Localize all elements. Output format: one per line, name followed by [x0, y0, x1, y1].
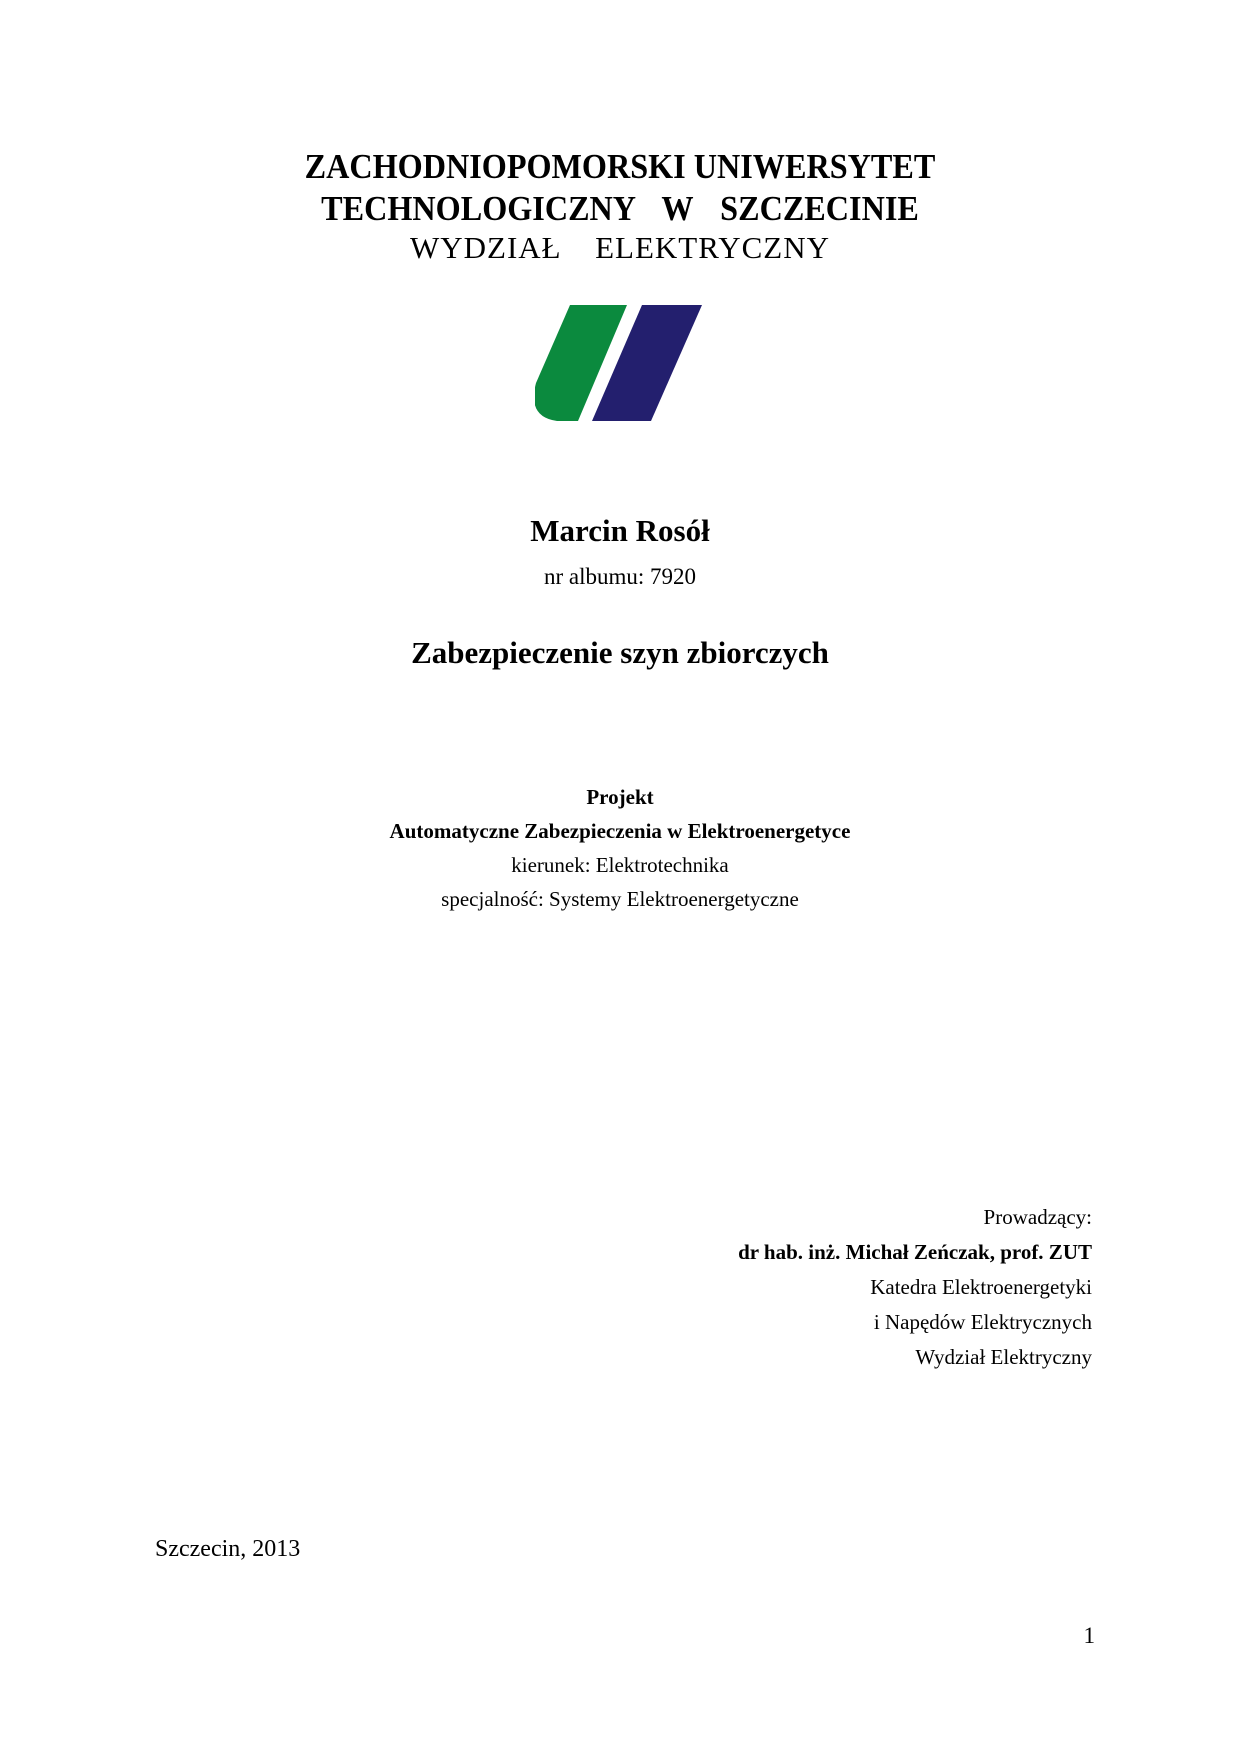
document-title: Zabezpieczenie szyn zbiorczych: [411, 635, 829, 670]
supervisor-name: dr hab. inż. Michał Zeńczak, prof. ZUT: [738, 1240, 1092, 1264]
zut-logo-icon: [535, 305, 710, 430]
supervisor-label: Prowadzący:: [983, 1205, 1092, 1229]
album-number: nr albumu: 7920: [543, 564, 697, 589]
author-name: Marcin Rosół: [530, 513, 710, 548]
project-label: Projekt: [586, 785, 654, 809]
specialization: specjalność: Systemy Elektroenergetyczne: [441, 887, 799, 911]
university-name-line2: TECHNOLOGICZNY W SZCZECINIE: [321, 189, 919, 228]
course-name: Automatyczne Zabezpieczenia w Elektroenergetyce: [389, 819, 851, 843]
supervisor-department-line2: i Napędów Elektrycznych: [873, 1310, 1092, 1334]
supervisor-department-line1: Katedra Elektroenergetyki: [870, 1275, 1092, 1299]
faculty-name: WYDZIAŁ ELEKTRYCZNY: [410, 230, 830, 265]
university-name-line1: ZACHODNIOPOMORSKI UNIWERSYTET: [304, 147, 936, 186]
field-of-study: kierunek: Elektrotechnika: [511, 853, 729, 877]
page-number: 1: [1083, 1623, 1095, 1648]
place-and-date: Szczecin, 2013: [155, 1536, 301, 1562]
supervisor-faculty: Wydział Elektryczny: [915, 1345, 1092, 1369]
